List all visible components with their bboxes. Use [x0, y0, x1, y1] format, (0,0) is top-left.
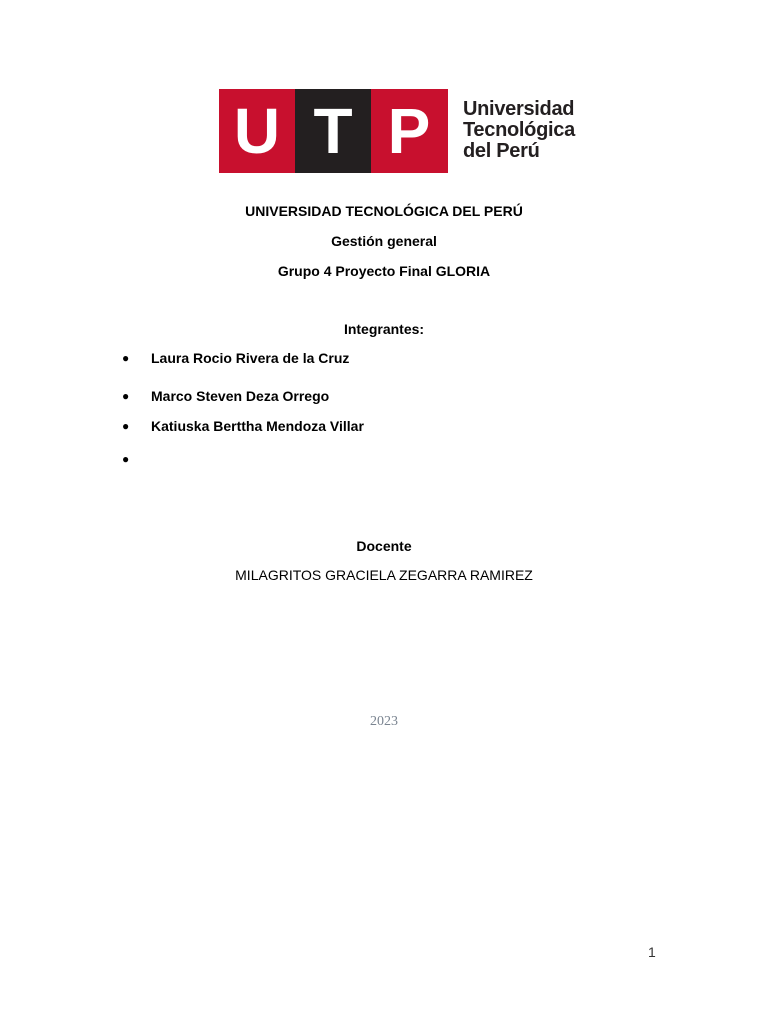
member-name: Laura Rocio Rivera de la Cruz [151, 350, 350, 366]
logo-letter-p: P [387, 95, 431, 167]
member-list-item [122, 387, 722, 407]
logo-name-line: del Perú [463, 140, 540, 162]
teacher-name: MILAGRITOS GRACIELA ZEGARRA RAMIREZ [235, 567, 533, 583]
utp-logo [219, 89, 579, 173]
member-name: Katiuska Berttha Mendoza Villar [151, 418, 364, 434]
members-heading: Integrantes: [343, 321, 425, 337]
bullet-icon: ● [122, 389, 130, 403]
logo-name-line: Tecnológica [463, 119, 575, 141]
teacher-heading: Docente [356, 538, 412, 554]
logo-name-line: Universidad [463, 98, 575, 120]
project-title: Grupo 4 Proyecto Final GLORIA [277, 263, 491, 279]
member-list-item [122, 349, 722, 369]
logo-letter-t: T [313, 95, 353, 167]
logo-university-name [463, 99, 583, 162]
bullet-icon: ● [122, 452, 130, 466]
logo-letter-u: U [233, 95, 281, 167]
page-number: 1 [648, 944, 656, 960]
year: 2023 [370, 714, 398, 729]
bullet-icon: ● [122, 351, 130, 365]
bullet-icon: ● [122, 419, 130, 433]
member-name: Marco Steven Deza Orrego [151, 388, 330, 404]
member-list-item [122, 417, 722, 437]
university-title: UNIVERSIDAD TECNOLÓGICA DEL PERÚ [245, 203, 523, 219]
course-name: Gestión general [331, 233, 437, 249]
member-list-item [122, 450, 722, 470]
